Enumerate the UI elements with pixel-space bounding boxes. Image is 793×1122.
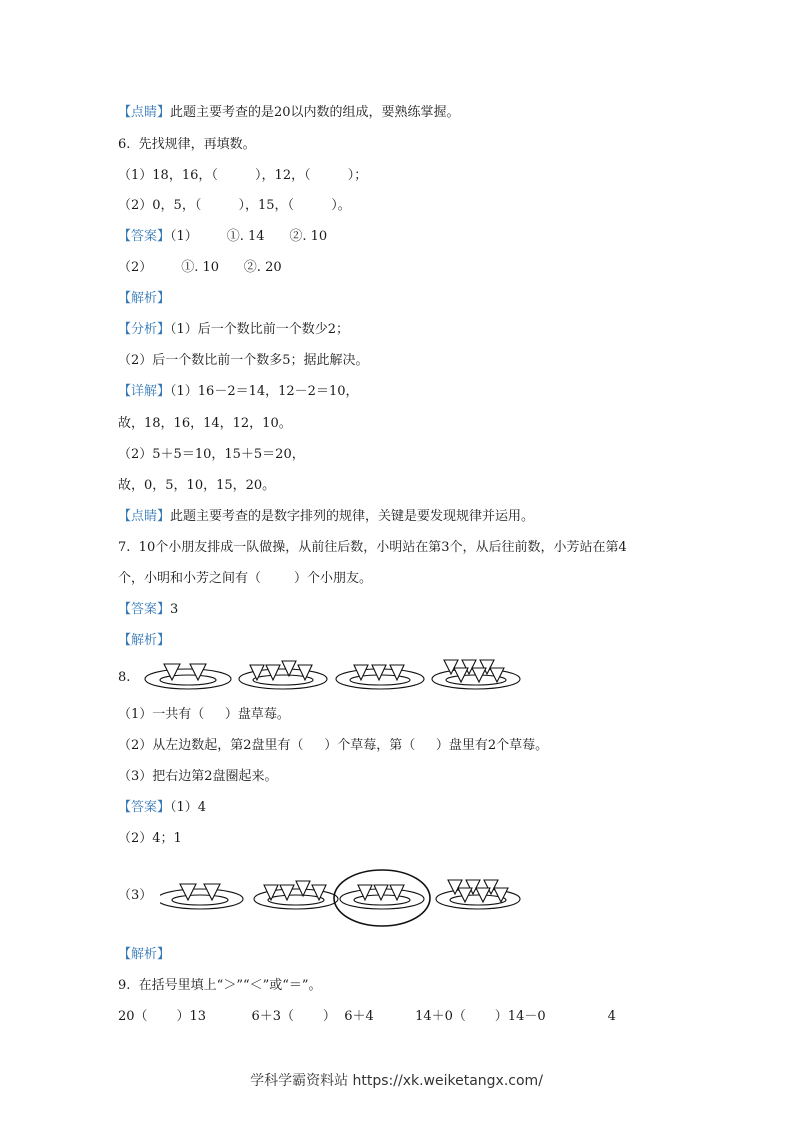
answer-line: 【答案】（1）4 [118, 800, 207, 815]
strawberry-plate-icon [160, 884, 243, 909]
question-8-title: 8. [118, 670, 131, 685]
text-line: （2）从左边数起，第2盘里有（ ）个草莓，第（ ）盘里有2个草莓。 [118, 738, 549, 753]
answer-tag: 【答案】 [118, 229, 171, 244]
comparison-line: 20（ ）13 6＋3（ ） 6＋4 14＋0（ ）14－0 4 [118, 1009, 616, 1024]
analysis-tag-line: 【解析】 [118, 947, 171, 962]
text-line: 个，小明和小芳之间有（ ）个小朋友。 [118, 571, 373, 586]
strawberry-plate-icon [432, 660, 520, 689]
text-line: （2）后一个数比前一个数多5；据此解决。 [118, 353, 369, 368]
text-line: 【点睛】此题主要考查的是数字排列的规律，关键是要发现规律并运用。 [118, 509, 535, 524]
strawberry-plate-icon [254, 881, 338, 909]
analysis-tag-line: 【解析】 [118, 633, 171, 648]
strawberry-plates-question [140, 656, 530, 696]
answer-line: 【答案】3 [118, 602, 179, 617]
text-line: 【点睛】此题主要考查的是20以内数的组成，要熟练掌握。 [118, 105, 460, 120]
text-line: 故，18，16，14，12，10。 [118, 416, 292, 431]
text-line: 【详解】（1）16－2＝14，12－2＝10， [118, 384, 359, 399]
text-line: （2） ①. 10 ②. 20 [118, 260, 282, 275]
text-line: （1）18，16，（ ），12，（ ）； [118, 168, 368, 183]
strawberry-plate-icon [336, 665, 424, 689]
text-line: （3）把右边第2盘圈起来。 [118, 769, 278, 784]
analysis-tag-line: 【解析】 [118, 291, 171, 306]
text-line: （2）4；1 [118, 831, 182, 846]
text-line: （1）一共有（ ）盘草莓。 [118, 707, 290, 722]
footer-watermark: 学科学霸资料站 https://xk.weiketangx.com/ [250, 1073, 543, 1089]
answer-line: 【答案】（1） ①. 14 ②. 10 [118, 229, 328, 244]
text-line: （2）5＋5＝10，15＋5＝20， [118, 447, 305, 462]
text-line: （2）0，5，（ ），15，（ ）。 [118, 198, 351, 213]
text-line: （3） [118, 888, 153, 903]
question-9-title: 9. 在括号里填上“＞”“＜”或“＝”。 [118, 978, 322, 993]
text-line: 【分析】（1）后一个数比前一个数少2； [118, 322, 350, 337]
strawberry-plates-answer [160, 866, 530, 930]
strawberry-plate-icon [239, 661, 327, 689]
section-tag: 【点睛】 [118, 105, 171, 120]
strawberry-plate-icon [145, 664, 231, 689]
text-line: 故，0，5，10，15，20。 [118, 478, 276, 493]
question-7-title: 7. 10个小朋友排成一队做操，从前往后数，小明站在第3个，从后往前数，小芳站在第4 [118, 540, 627, 555]
question-6-title: 6. 先找规律，再填数。 [118, 137, 256, 152]
strawberry-plate-icon [340, 885, 424, 909]
strawberry-plate-icon [436, 880, 520, 909]
